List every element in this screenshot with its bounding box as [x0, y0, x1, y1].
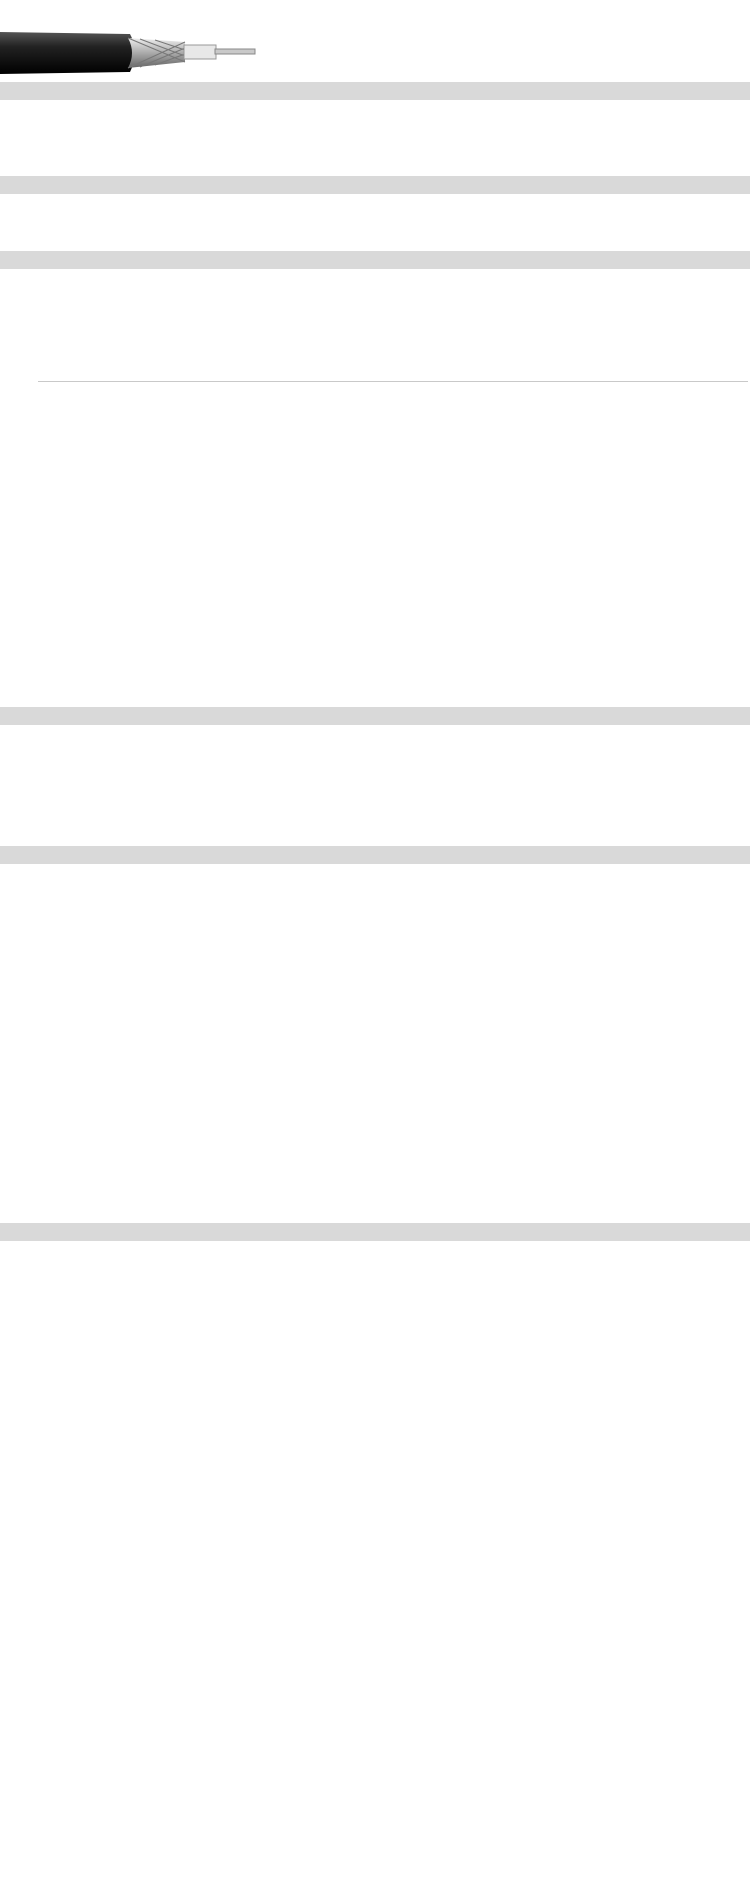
- usage-header: [0, 176, 750, 194]
- mechanical-header: [0, 707, 750, 725]
- compliance-header: [0, 846, 750, 864]
- divider: [38, 381, 748, 382]
- physical-header: [0, 251, 750, 269]
- electrical-header: [0, 1223, 750, 1241]
- coax-cable-image: [0, 28, 260, 80]
- general-description-header: [0, 82, 750, 100]
